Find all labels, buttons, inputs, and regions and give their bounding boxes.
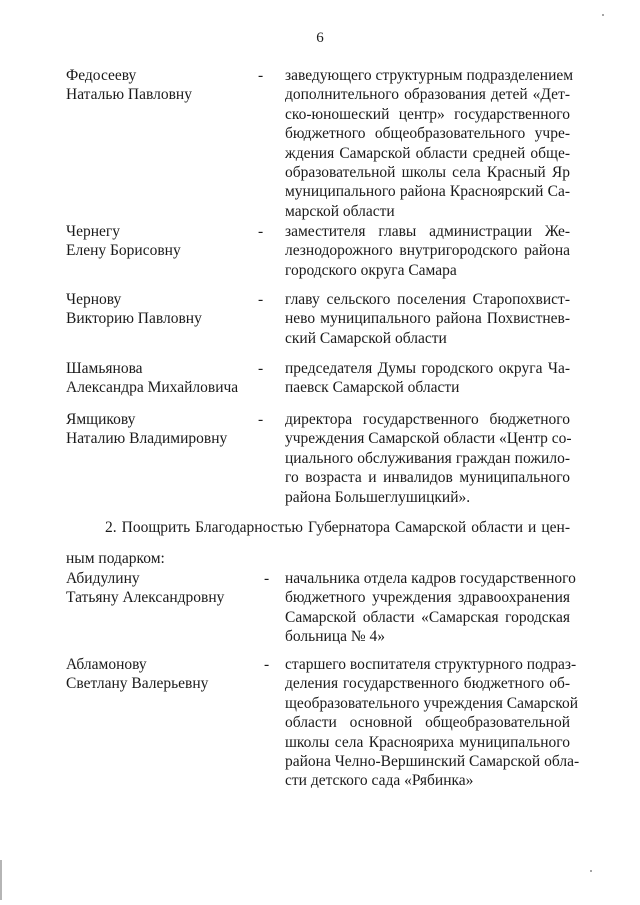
position-description: заместителя главы администрации Же- лезнодорожного внутригородского района городского округа Самара [285,223,570,279]
scan-speck [602,14,604,16]
position-description: главу сельского поселения Старопохвист- нево муниципального района Похвистнев- ский Самарской области [285,291,570,347]
person-name: Шамьянова Александра Михайловича [66,360,239,396]
entry-dash: - [258,223,264,240]
section-two-heading: 2. Поощрить Благодарностью Губернатора Самарской области и цен- ным подарком: [66,519,570,567]
person-name: Ямщикову Наталию Владимировну [66,411,228,447]
page-number: 6 [316,30,324,46]
person-name: Абламонову Светлану Валерьевну [66,656,209,692]
entry-dash: - [258,411,264,428]
entry-dash: - [258,291,264,308]
scan-speck [590,870,592,872]
entry-dash: - [258,360,264,377]
position-description: заведующего структурным подразделением дополнительного образования детей «Дет- ско-юношеский центр» государственного бюджетного общеобразовательного учре- ждения Самарской области средней обще- образовательной школы села Красный Яр муниципального района Красноярский Са- марской области [285,67,574,220]
scan-edge-mark [0,860,2,900]
position-description: директора государственного бюджетного учреждения Самарской области «Центр со- циального обслуживания граждан пожило- го возраста и инвалидов муниципального района Большеглушицкий». [285,411,572,506]
person-name: Абидулину Татьяну Александровну [66,570,225,606]
person-name: Чернегу Елену Борисовну [66,223,181,259]
position-description: старшего воспитателя структурного подраз- деления государственного бюджетного об- щеобразовательного учреждения Самарской области основной общеобразовательной школы села Краснояриха муниципального района Челно-Вершинский Самарской обла- сти детского сада «Рябинка» [285,656,580,790]
entry-dash: - [264,570,270,587]
position-description: начальника отдела кадров государственного бюджетного учреждения здравоохранения Самарской области «Самарская городская больница № 4» [285,570,576,646]
position-description: председателя Думы городского округа Ча- паевск Самарской области [285,360,570,397]
person-name: Федосееву Наталью Павловну [66,67,192,103]
person-name: Чернову Викторию Павловну [66,291,202,327]
entry-dash: - [264,656,270,673]
entry-dash: - [258,67,264,84]
